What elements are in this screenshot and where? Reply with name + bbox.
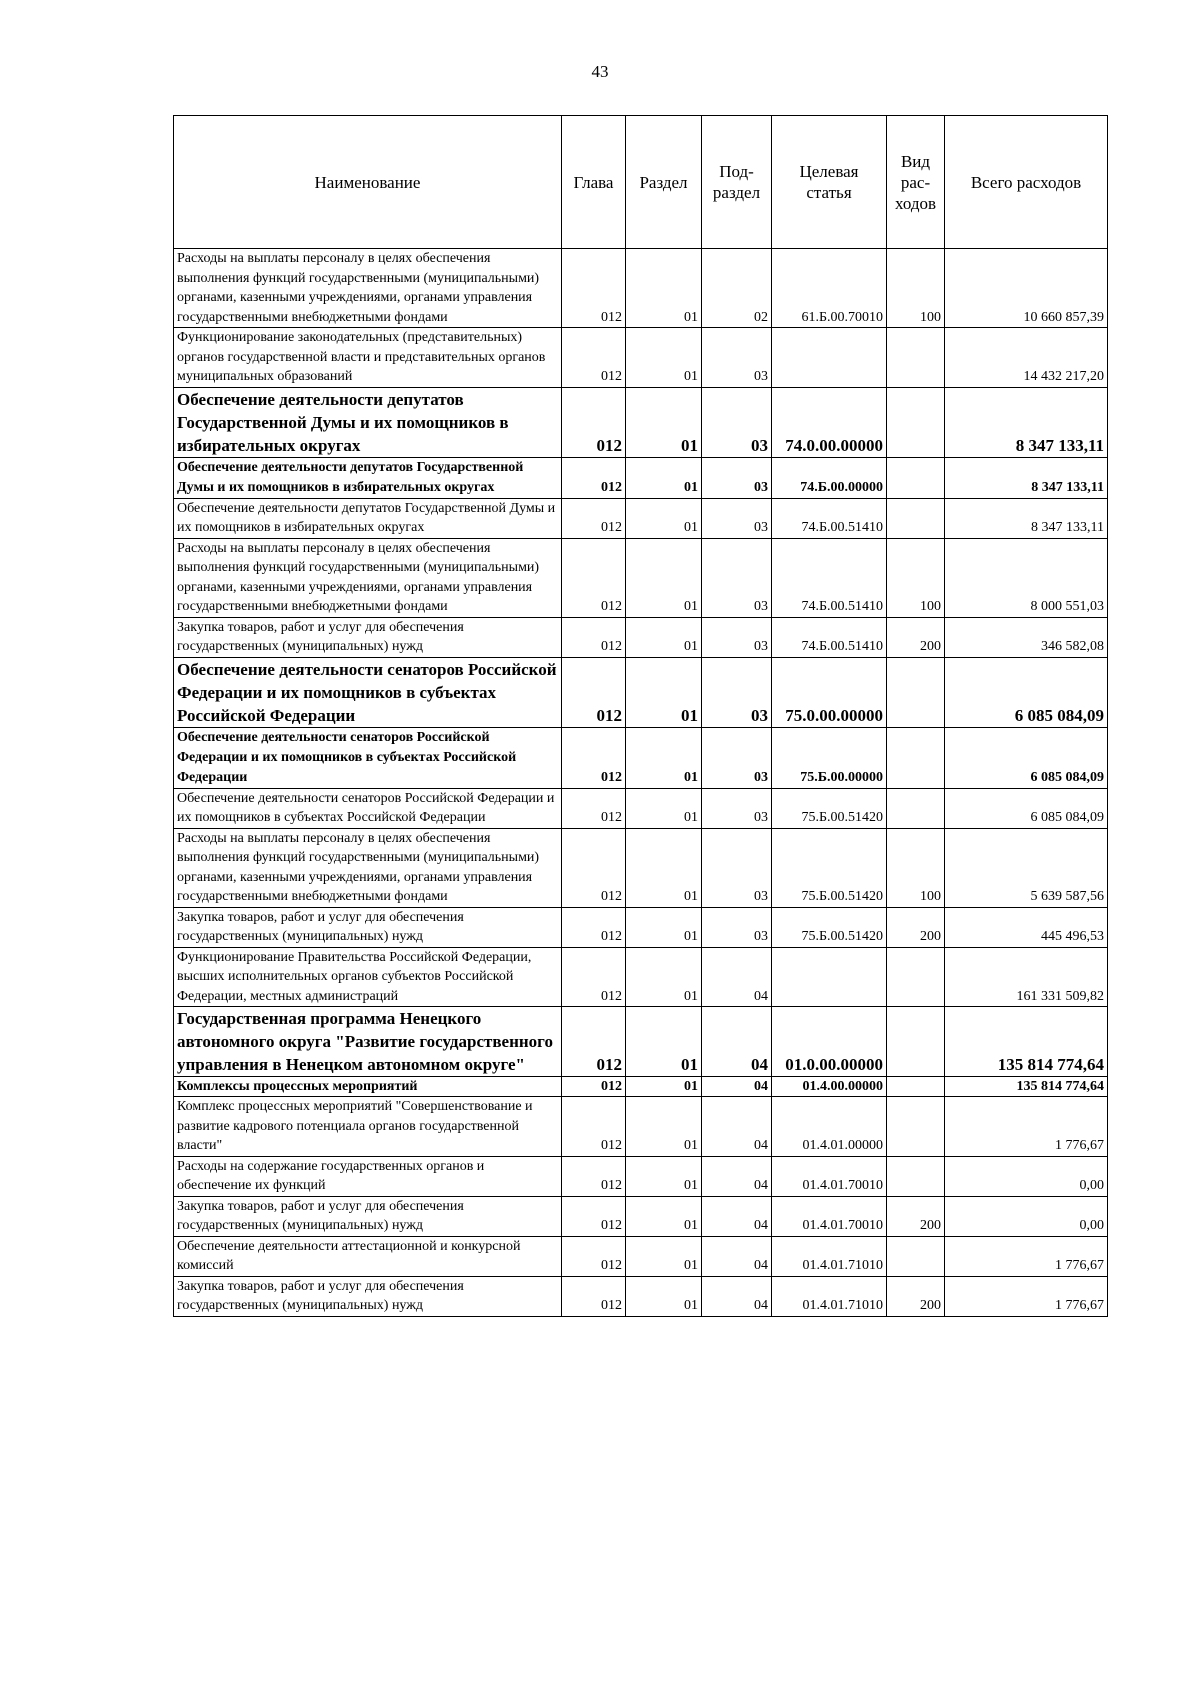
table-row: [174, 538, 1108, 617]
page-number: 43: [591, 62, 609, 81]
cell-total: 0,00: [945, 1156, 1108, 1196]
cell-section: 01: [626, 1077, 702, 1097]
cell-name: Комплексы процессных мероприятий: [174, 1077, 562, 1097]
cell-section: 01: [626, 538, 702, 617]
cell-target: 74.Б.00.51410: [772, 498, 887, 538]
table-row: [174, 249, 1108, 328]
table-row: [174, 657, 1108, 727]
cell-target: 75.Б.00.51420: [772, 788, 887, 828]
cell-name: Закупка товаров, работ и услуг для обеспечения государственных (муниципальных) нужд: [174, 907, 562, 947]
cell-subsection: 03: [702, 657, 772, 727]
cell-chapter: 012: [562, 1097, 626, 1157]
cell-total: 161 331 509,82: [945, 947, 1108, 1007]
table-row: [174, 387, 1108, 457]
cell-subsection: 03: [702, 328, 772, 388]
cell-section: 01: [626, 1196, 702, 1236]
cell-subsection: 03: [702, 617, 772, 657]
cell-kind: [887, 1236, 945, 1276]
cell-section: 01: [626, 788, 702, 828]
cell-name: Обеспечение деятельности депутатов Государственной Думы и их помощников в избирательных округах: [174, 457, 562, 498]
table-row: [174, 1196, 1108, 1236]
cell-total: 8 347 133,11: [945, 387, 1108, 457]
cell-kind: [887, 788, 945, 828]
cell-kind: 100: [887, 249, 945, 328]
cell-subsection: 04: [702, 1276, 772, 1316]
table-row: [174, 498, 1108, 538]
cell-total: 1 776,67: [945, 1276, 1108, 1316]
cell-name: Функционирование Правительства Российской Федерации, высших исполнительных органов субъектов Российской Федерации, местных администраций: [174, 947, 562, 1007]
cell-kind: [887, 657, 945, 727]
cell-name: Расходы на выплаты персоналу в целях обеспечения выполнения функций государственными (муниципальными) органами, казенными учреждениями, органами управления государственными внебюджетными фондами: [174, 538, 562, 617]
table-row: [174, 328, 1108, 388]
cell-kind: [887, 1077, 945, 1097]
cell-total: 1 776,67: [945, 1236, 1108, 1276]
cell-target: 74.Б.00.51410: [772, 538, 887, 617]
cell-name: Обеспечение деятельности сенаторов Российской Федерации и их помощников в субъектах Российской Федерации: [174, 788, 562, 828]
cell-name: Обеспечение деятельности сенаторов Российской Федерации и их помощников в субъектах Российской Федерации: [174, 727, 562, 788]
cell-name: Комплекс процессных мероприятий "Совершенствование и развитие кадрового потенциала органов государственной власти": [174, 1097, 562, 1157]
cell-subsection: 04: [702, 1236, 772, 1276]
cell-section: 01: [626, 498, 702, 538]
cell-chapter: 012: [562, 328, 626, 388]
cell-target: 01.0.00.00000: [772, 1007, 887, 1077]
cell-kind: [887, 1156, 945, 1196]
cell-name: Функционирование законодательных (представительных) органов государственной власти и представительных органов муниципальных образований: [174, 328, 562, 388]
cell-section: 01: [626, 727, 702, 788]
cell-subsection: 02: [702, 249, 772, 328]
cell-subsection: 04: [702, 1077, 772, 1097]
cell-subsection: 03: [702, 457, 772, 498]
cell-chapter: 012: [562, 1276, 626, 1316]
cell-total: 1 776,67: [945, 1097, 1108, 1157]
cell-section: 01: [626, 907, 702, 947]
header-section: Раздел: [626, 116, 702, 249]
cell-chapter: 012: [562, 1007, 626, 1077]
cell-name: Государственная программа Ненецкого автономного округа "Развитие государственного управления в Ненецком автономном округе": [174, 1007, 562, 1077]
table-row: [174, 1156, 1108, 1196]
cell-section: 01: [626, 328, 702, 388]
cell-chapter: 012: [562, 947, 626, 1007]
table-row: [174, 1007, 1108, 1077]
cell-subsection: 04: [702, 1156, 772, 1196]
cell-total: 5 639 587,56: [945, 828, 1108, 907]
cell-section: 01: [626, 947, 702, 1007]
cell-target: [772, 328, 887, 388]
cell-name: Расходы на выплаты персоналу в целях обеспечения выполнения функций государственными (муниципальными) органами, казенными учреждениями, органами управления государственными внебюджетными фондами: [174, 828, 562, 907]
cell-kind: 100: [887, 828, 945, 907]
cell-target: 75.Б.00.51420: [772, 907, 887, 947]
table-row: [174, 617, 1108, 657]
cell-section: 01: [626, 1007, 702, 1077]
cell-total: 0,00: [945, 1196, 1108, 1236]
cell-section: 01: [626, 657, 702, 727]
cell-kind: [887, 1007, 945, 1077]
cell-kind: [887, 387, 945, 457]
table-row: [174, 1077, 1108, 1097]
cell-subsection: 04: [702, 1097, 772, 1157]
table-row: [174, 828, 1108, 907]
cell-chapter: 012: [562, 457, 626, 498]
cell-section: 01: [626, 1097, 702, 1157]
cell-total: 6 085 084,09: [945, 657, 1108, 727]
header-total: Всего расходов: [945, 116, 1108, 249]
cell-kind: 200: [887, 1196, 945, 1236]
cell-target: 01.4.01.70010: [772, 1196, 887, 1236]
header-chapter: Глава: [562, 116, 626, 249]
cell-section: 01: [626, 828, 702, 907]
cell-target: 61.Б.00.70010: [772, 249, 887, 328]
cell-chapter: 012: [562, 907, 626, 947]
cell-kind: [887, 498, 945, 538]
cell-section: 01: [626, 1236, 702, 1276]
cell-total: 6 085 084,09: [945, 727, 1108, 788]
cell-subsection: 03: [702, 828, 772, 907]
cell-name: Закупка товаров, работ и услуг для обеспечения государственных (муниципальных) нужд: [174, 1276, 562, 1316]
table-body: [174, 249, 1108, 1317]
cell-kind: [887, 727, 945, 788]
cell-chapter: 012: [562, 788, 626, 828]
cell-subsection: 03: [702, 498, 772, 538]
table-row: [174, 947, 1108, 1007]
cell-chapter: 012: [562, 249, 626, 328]
cell-name: Обеспечение деятельности депутатов Государственной Думы и их помощников в избирательных округах: [174, 498, 562, 538]
cell-kind: [887, 947, 945, 1007]
cell-subsection: 04: [702, 1196, 772, 1236]
cell-subsection: 04: [702, 1007, 772, 1077]
cell-subsection: 04: [702, 947, 772, 1007]
cell-total: 346 582,08: [945, 617, 1108, 657]
budget-table: [173, 115, 1108, 1317]
cell-total: 8 347 133,11: [945, 457, 1108, 498]
header-kind: Вид рас-ходов: [887, 116, 945, 249]
cell-chapter: 012: [562, 498, 626, 538]
cell-subsection: 03: [702, 387, 772, 457]
cell-subsection: 03: [702, 788, 772, 828]
cell-chapter: 012: [562, 727, 626, 788]
cell-kind: [887, 457, 945, 498]
cell-section: 01: [626, 387, 702, 457]
cell-chapter: 012: [562, 1236, 626, 1276]
table-row: [174, 1097, 1108, 1157]
cell-kind: 200: [887, 617, 945, 657]
cell-total: 6 085 084,09: [945, 788, 1108, 828]
cell-chapter: 012: [562, 1077, 626, 1097]
cell-target: 01.4.01.71010: [772, 1236, 887, 1276]
cell-kind: 200: [887, 1276, 945, 1316]
cell-kind: 100: [887, 538, 945, 617]
cell-total: 135 814 774,64: [945, 1007, 1108, 1077]
cell-subsection: 03: [702, 727, 772, 788]
cell-target: 75.Б.00.00000: [772, 727, 887, 788]
cell-target: 74.0.00.00000: [772, 387, 887, 457]
header-target: Целевая статья: [772, 116, 887, 249]
cell-section: 01: [626, 1276, 702, 1316]
cell-target: 01.4.00.00000: [772, 1077, 887, 1097]
header-subsection: Под-раздел: [702, 116, 772, 249]
cell-total: 14 432 217,20: [945, 328, 1108, 388]
table-row: [174, 1276, 1108, 1316]
table-header-row: [174, 116, 1108, 249]
cell-target: 01.4.01.00000: [772, 1097, 887, 1157]
cell-target: 74.Б.00.00000: [772, 457, 887, 498]
cell-chapter: 012: [562, 387, 626, 457]
cell-target: 75.Б.00.51420: [772, 828, 887, 907]
cell-total: 135 814 774,64: [945, 1077, 1108, 1097]
cell-total: 8 347 133,11: [945, 498, 1108, 538]
table-row: [174, 1236, 1108, 1276]
cell-chapter: 012: [562, 1156, 626, 1196]
cell-name: Обеспечение деятельности сенаторов Российской Федерации и их помощников в субъектах Российской Федерации: [174, 657, 562, 727]
cell-subsection: 03: [702, 907, 772, 947]
cell-section: 01: [626, 617, 702, 657]
cell-subsection: 03: [702, 538, 772, 617]
cell-name: Закупка товаров, работ и услуг для обеспечения государственных (муниципальных) нужд: [174, 617, 562, 657]
cell-chapter: 012: [562, 657, 626, 727]
cell-target: 75.0.00.00000: [772, 657, 887, 727]
cell-target: [772, 947, 887, 1007]
cell-chapter: 012: [562, 538, 626, 617]
cell-chapter: 012: [562, 828, 626, 907]
cell-target: 01.4.01.70010: [772, 1156, 887, 1196]
table-row: [174, 457, 1108, 498]
cell-section: 01: [626, 1156, 702, 1196]
cell-kind: [887, 1097, 945, 1157]
cell-total: 10 660 857,39: [945, 249, 1108, 328]
cell-section: 01: [626, 249, 702, 328]
cell-total: 445 496,53: [945, 907, 1108, 947]
table-row: [174, 788, 1108, 828]
cell-name: Обеспечение деятельности депутатов Государственной Думы и их помощников в избирательных округах: [174, 387, 562, 457]
cell-name: Обеспечение деятельности аттестационной и конкурсной комиссий: [174, 1236, 562, 1276]
cell-target: 01.4.01.71010: [772, 1276, 887, 1316]
header-name: Наименование: [174, 116, 562, 249]
cell-target: 74.Б.00.51410: [772, 617, 887, 657]
table-row: [174, 907, 1108, 947]
cell-chapter: 012: [562, 617, 626, 657]
cell-section: 01: [626, 457, 702, 498]
cell-name: Расходы на выплаты персоналу в целях обеспечения выполнения функций государственными (муниципальными) органами, казенными учреждениями, органами управления государственными внебюджетными фондами: [174, 249, 562, 328]
cell-name: Закупка товаров, работ и услуг для обеспечения государственных (муниципальных) нужд: [174, 1196, 562, 1236]
cell-total: 8 000 551,03: [945, 538, 1108, 617]
table-row: [174, 727, 1108, 788]
cell-kind: [887, 328, 945, 388]
cell-name: Расходы на содержание государственных органов и обеспечение их функций: [174, 1156, 562, 1196]
cell-chapter: 012: [562, 1196, 626, 1236]
cell-kind: 200: [887, 907, 945, 947]
